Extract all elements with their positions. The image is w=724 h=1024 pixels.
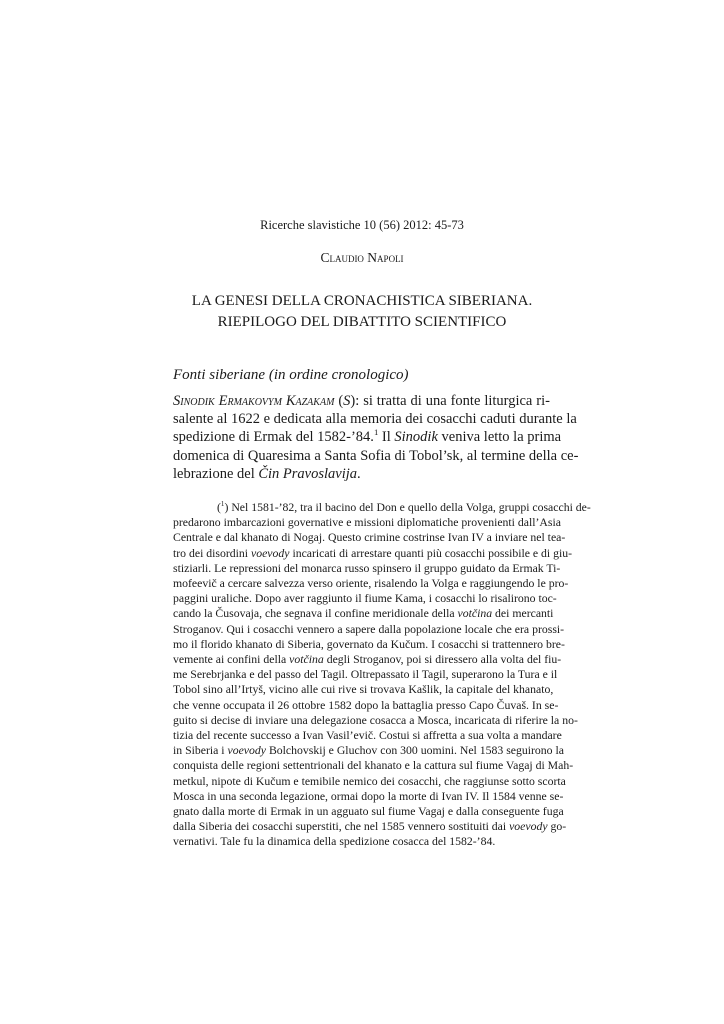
footnote-line: dalla Siberia dei cosacchi superstiti, che nel 1585 vennero sostituiti dai voevody go-	[173, 820, 567, 834]
footnote-line: vernativi. Tale fu la dinamica della spedizione cosacca del 1582-’84.	[173, 835, 496, 849]
author-name: Claudio Napoli	[320, 250, 404, 265]
footnote-marker: 1	[220, 500, 225, 509]
footnote-line: Centrale e dal khanato di Nogaj. Questo crimine costrinse Ivan IV a inviare nel tea-	[173, 531, 566, 545]
journal-citation: Ricerche slavistiche 10 (56) 2012: 45-73	[260, 218, 464, 232]
body-line: lebrazione del Čin Pravoslavija.	[173, 465, 361, 482]
footnote-line: mo il florido khanato di Siberia, governato da Kučum. I cosacchi si trattennero bre-	[173, 637, 565, 651]
footnote-line: mofeevič a cercare salvezza verso oriente, risalendo la Volga e raggiungendo le pro-	[173, 577, 569, 591]
footnote-line: vemente ai confini della votčina degli Stroganov, poi si diressero alla volta del fiu-	[173, 653, 562, 667]
footnote-line: ($^1$) Nel 1581-’82, tra il bacino del Don e quello della Volga, gruppi cosacchi de-	[217, 500, 591, 514]
footnote-line: tizia del recente successo a Ivan Vasil’evič. Costui si affretta a sua volta a mandare	[173, 729, 562, 743]
body-line: salente al 1622 e dedicata alla memoria dei cosacchi caduti durante la	[173, 411, 577, 428]
source-abbreviation: S	[343, 393, 351, 409]
footnote-line: cando la Čusovaja, che segnava il confine meridionale della votčina dei mercanti	[173, 607, 554, 621]
source-name: Sinodik Ermakovym Kazakam	[173, 393, 335, 409]
footnote-line: guito si decise di inviare una delegazione cosacca a Mosca, incaricata di riferire la no-	[173, 713, 578, 727]
footnote	[173, 500, 591, 850]
footnote-line: stiziarli. Le repressioni del monarca russo spinsero il gruppo guidato da Ermak Ti-	[173, 561, 561, 575]
title-line-2: RIEPILOGO DEL DIBATTITO SCIENTIFICO	[217, 314, 507, 330]
footnote-line: in Siberia i voevody Bolchovskij e Gluchov con 300 uomini. Nel 1583 seguirono la	[173, 744, 564, 758]
footnote-line: tro dei disordini voevody incaricati di arrestare quanti più cosacchi possibile e di giu-	[173, 546, 573, 560]
body-line: Sinodik Ermakovym Kazakam (S): si tratta di una fonte liturgica ri-	[173, 393, 550, 409]
footnote-line: Tobol sino all’Irtyš, vicino alle cui rive si trovava Kašlik, la capitale del khanato,	[173, 683, 554, 697]
footnote-line: Mosca in una seconda legazione, ormai dopo la morte di Ivan IV. Il 1584 venne se-	[173, 789, 564, 803]
footnote-line: gnato dalla morte di Ermak in un agguato sul fiume Vagaj e dalla conseguente fuga	[173, 805, 564, 819]
footnote-line: che venne occupata il 26 ottobre 1582 dopo la battaglia presso Capo Čuvaš. In se-	[173, 698, 559, 712]
section-heading: Fonti siberiane (in ordine cronologico)	[173, 367, 409, 383]
footnote-line: conquista delle regioni settentrionali del khanato e la cattura sul fiume Vagaj di Mah-	[173, 759, 574, 773]
footnote-line: me Serebrjanka e del passo del Tagil. Oltrepassato il Tagil, superarono la Tura e il	[173, 668, 558, 682]
body-line: spedizione di Ermak del 1582-’84.$^1$ Il Sinodik veniva letto la prima	[173, 427, 562, 446]
body-paragraph	[173, 392, 579, 483]
footnote-line: Stroganov. Qui i cosacchi vennero a sapere dalla popolazione locale che era prossi-	[173, 622, 565, 636]
title-line-1: LA GENESI DELLA CRONACHISTICA SIBERIANA.	[191, 293, 533, 309]
body-line: domenica di Quaresima a Santa Sofia di Tobol’sk, al termine della ce-	[173, 447, 579, 464]
article-title	[0, 291, 724, 333]
footnote-line: metkul, nipote di Kučum e temibile nemico dei cosacchi, che raggiunse sotto scorta	[173, 774, 566, 788]
footnote-line: paggini uraliche. Dopo aver raggiunto il fiume Kama, i cosacchi lo risalirono toc-	[173, 592, 557, 606]
footnote-line: predarono imbarcazioni governative e missioni diplomatiche provenienti dall’Asia	[173, 516, 561, 530]
footnote-reference[interactable]: 1	[373, 427, 379, 438]
